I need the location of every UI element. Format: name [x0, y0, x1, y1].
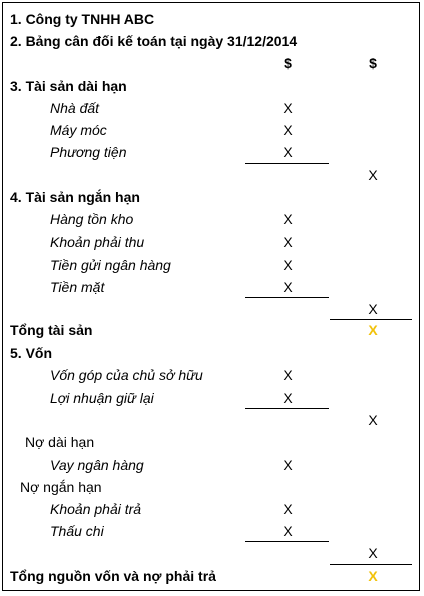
total-rule	[330, 319, 412, 320]
subtotal-rule	[245, 163, 329, 164]
long-term-assets-heading: 3. Tài sản dài hạn	[10, 78, 127, 94]
column-header-1: $	[284, 55, 292, 71]
short-term-subtotal: X	[368, 301, 378, 317]
column-header-2: $	[369, 55, 377, 71]
subtotal-rule	[245, 297, 329, 298]
short-term-assets-heading: 4. Tài sản ngắn hạn	[10, 189, 140, 205]
line-item-label: Khoản phải thu	[50, 234, 145, 250]
line-item-value: X	[283, 390, 293, 406]
line-item-label: Tiền mặt	[50, 279, 105, 295]
line-item-value: X	[283, 234, 293, 250]
subtotal-rule	[245, 541, 329, 542]
company-name: 1. Công ty TNHH ABC	[10, 11, 155, 27]
line-item-label: Máy móc	[50, 122, 107, 138]
line-item-label: Tiền gửi ngân hàng	[50, 257, 171, 273]
long-term-debt-heading: Nợ dài hạn	[25, 434, 95, 450]
capital-heading: 5. Vốn	[10, 345, 53, 361]
line-item-value: X	[283, 523, 293, 539]
line-item-label: Vay ngân hàng	[50, 457, 144, 473]
total-assets-label: Tổng tài sản	[10, 322, 93, 338]
line-item-label: Lợi nhuận giữ lại	[50, 390, 154, 406]
line-item-label: Nhà đất	[50, 100, 100, 116]
line-item-label: Hàng tồn kho	[50, 211, 134, 227]
line-item-value: X	[283, 144, 293, 160]
line-item-label: Phương tiện	[50, 144, 127, 160]
total-rule	[330, 564, 412, 565]
subtotal-rule	[245, 408, 329, 409]
line-item-value: X	[283, 211, 293, 227]
line-item-label: Vốn góp của chủ sở hữu	[50, 367, 203, 383]
total-liabilities-label: Tổng nguồn vốn và nợ phải trả	[10, 568, 216, 584]
line-item-value: X	[283, 457, 293, 473]
long-term-subtotal: X	[368, 167, 378, 183]
line-item-label: Thấu chi	[50, 523, 104, 539]
line-item-label: Khoản phải trả	[50, 501, 142, 517]
sheet-title: 2. Bảng cân đối kế toán tại ngày 31/12/2014	[10, 33, 298, 49]
capital-subtotal: X	[368, 412, 378, 428]
line-item-value: X	[283, 279, 293, 295]
line-item-value: X	[283, 100, 293, 116]
line-item-value: X	[283, 501, 293, 517]
debt-subtotal: X	[368, 545, 378, 561]
line-item-value: X	[283, 122, 293, 138]
line-item-value: X	[283, 257, 293, 273]
total-liabilities-value: X	[368, 568, 378, 584]
line-item-value: X	[283, 367, 293, 383]
short-term-debt-heading: Nợ ngắn hạn	[20, 479, 102, 495]
total-assets-value: X	[368, 322, 378, 338]
